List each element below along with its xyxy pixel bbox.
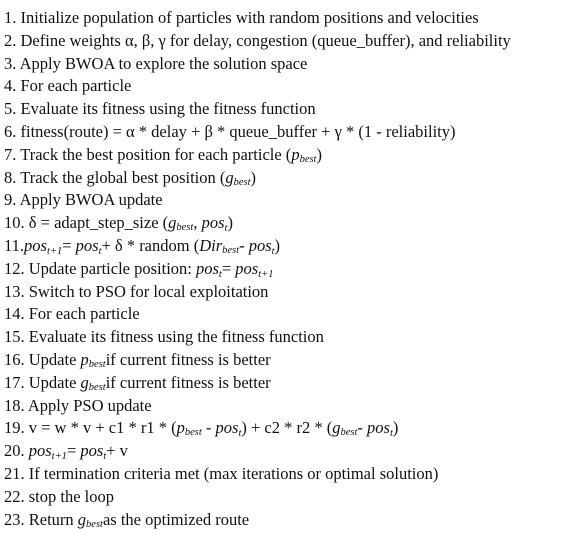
step-2-text: 2. Define weights α, β, γ for delay, congestion (queue_buffer), and reliability (4, 30, 511, 50)
step-12-eq: = (221, 258, 236, 278)
g-best-symbol: gbest (225, 167, 251, 188)
p-best-symbol: pbest (176, 418, 202, 439)
step-8-text: 8. Track the global best position ( (4, 167, 226, 187)
g-best-symbol: gbest (80, 372, 106, 393)
g-best-symbol: gbest (332, 418, 358, 439)
dir-best-symbol: Dirbest (199, 235, 240, 256)
pos-t-symbol: post (248, 235, 275, 257)
pos-t-symbol: post (75, 235, 102, 257)
step-15 (4, 326, 574, 349)
step-19-mid1: - (201, 418, 216, 438)
step-14-text: 14. For each particle (4, 304, 140, 324)
step-5 (4, 98, 574, 121)
step-11-end: ) (274, 235, 281, 255)
step-19-text: 19. v = w * v + c1 * r1 * ( (4, 418, 177, 438)
step-21 (4, 463, 574, 486)
step-7-text: 7. Track the best position for each particle ( (4, 144, 292, 164)
step-11-minus: - (239, 235, 249, 255)
step-5-text: 5. Evaluate its fitness using the fitness function (4, 99, 316, 119)
step-9 (4, 189, 574, 212)
g-best-symbol: gbest (168, 213, 194, 234)
step-1-text: 1. Initialize population of particles with random positions and velocities (4, 8, 479, 27)
p-best-symbol: pbest (291, 144, 317, 165)
step-19-mid3: - (357, 418, 368, 438)
step-23-tail: as the optimized route (102, 509, 250, 529)
pos-t1-symbol: post+1 (24, 235, 63, 257)
step-22 (4, 486, 574, 509)
step-16-tail: if current fitness is better (105, 349, 271, 369)
step-15-text: 15. Evaluate its fitness using the fitness function (4, 327, 324, 347)
step-20-tail: + v (106, 441, 128, 461)
pos-t1-symbol: post+1 (235, 258, 274, 280)
step-3 (4, 53, 574, 76)
step-20-text: 20. (4, 441, 29, 461)
pos-t-symbol: post (80, 441, 107, 463)
step-11-eq: = (62, 235, 76, 255)
g-best-symbol: gbest (77, 509, 103, 530)
step-23 (4, 509, 574, 532)
pos-t-symbol: post (201, 213, 228, 235)
step-17-tail: if current fitness is better (105, 372, 271, 392)
step-12-text: 12. Update particle position: (4, 258, 196, 278)
pos-t-symbol: post (215, 418, 242, 440)
step-7-end: ) (316, 144, 322, 164)
step-2 (4, 30, 574, 53)
step-22-text: 22. stop the loop (4, 486, 114, 506)
step-21-text: 21. If termination criteria met (max iterations or optimal solution) (4, 463, 439, 483)
step-20-eq: = (66, 441, 81, 461)
step-11-text: 11. (4, 235, 25, 255)
step-18-text: 18. Apply PSO update (4, 395, 152, 415)
step-9-text: 9. Apply BWOA update (4, 190, 163, 210)
p-best-symbol: pbest (80, 349, 106, 370)
step-11-plus: + δ * random ( (101, 235, 200, 255)
step-11 (4, 235, 574, 258)
step-6-text: 6. fitness(route) = α * delay + β * queue_buffer + γ * (1 - reliability) (4, 121, 456, 141)
pos-t-symbol: post (367, 418, 393, 440)
step-10-comma: , (193, 213, 202, 233)
step-14 (4, 303, 574, 326)
step-16 (4, 349, 574, 372)
step-18 (4, 395, 574, 418)
step-23-text: 23. Return (4, 509, 78, 529)
step-20 (4, 440, 574, 463)
step-3-text: 3. Apply BWOA to explore the solution space (4, 53, 308, 73)
step-6 (4, 121, 574, 144)
step-19 (4, 417, 574, 440)
step-17 (4, 372, 574, 395)
step-8-end: ) (250, 167, 257, 187)
step-13-text: 13. Switch to PSO for local exploitation (4, 281, 269, 301)
step-17-text: 17. Update (4, 372, 81, 392)
step-4 (4, 75, 574, 98)
pos-t1-symbol: post+1 (28, 441, 67, 463)
step-10 (4, 212, 574, 235)
step-7 (4, 144, 574, 167)
step-19-mid2: ) + c2 * r2 * ( (241, 418, 333, 438)
step-4-text: 4. For each particle (4, 76, 132, 96)
step-13 (4, 281, 574, 304)
step-19-end: ) (392, 418, 399, 438)
step-10-end: ) (227, 213, 233, 233)
algorithm-listing (4, 7, 574, 531)
step-1 (4, 7, 574, 30)
pos-t-symbol: post (196, 258, 222, 280)
step-16-text: 16. Update (4, 349, 81, 369)
step-10-text: 10. δ = adapt_step_size ( (4, 213, 169, 233)
step-12 (4, 258, 574, 281)
step-8 (4, 167, 574, 190)
